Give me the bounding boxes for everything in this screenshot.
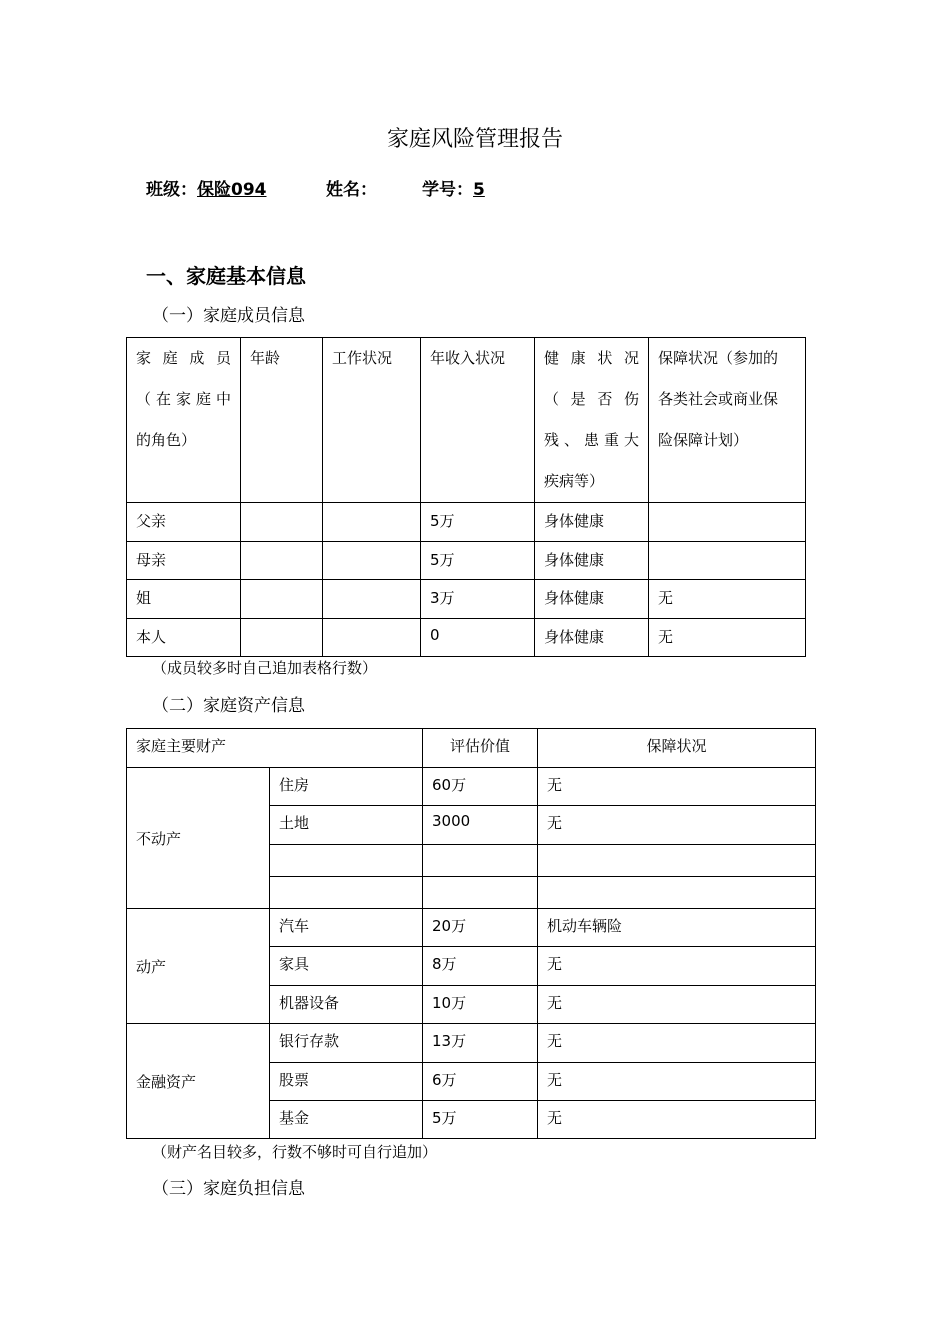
cell-asset-insurance: 无: [538, 1063, 816, 1101]
cell-asset-insurance: [538, 845, 816, 877]
cell-asset-insurance: 无: [538, 806, 816, 845]
section-heading-basic-info: 一、家庭基本信息: [146, 264, 306, 288]
cell-member: 父亲: [127, 503, 241, 542]
cell-asset-name: 家具: [270, 947, 423, 986]
header-health-line: 残、患重大: [544, 431, 639, 449]
table-row: [127, 1024, 816, 1063]
header-insurance-line: 各类社会或商业保: [658, 390, 779, 408]
cell-insurance: [649, 542, 806, 580]
cell-asset-name: [270, 877, 423, 909]
name-info: [326, 175, 422, 200]
header-health-line: 疾病等）: [544, 472, 605, 490]
header-insurance: [649, 338, 806, 503]
student-id-label: 学号：: [422, 180, 473, 200]
header-job-text: 工作状况: [332, 349, 393, 367]
cell-asset-name: 基金: [270, 1101, 423, 1139]
cell-health: 身体健康: [535, 503, 649, 542]
cell-asset-name: 银行存款: [270, 1024, 423, 1063]
cell-asset-value: 6万: [423, 1063, 538, 1101]
category-real-estate: 不动产: [127, 768, 270, 909]
cell-insurance: [649, 503, 806, 542]
asset-header-row: [127, 729, 816, 768]
cell-asset-value: [423, 845, 538, 877]
cell-age: [241, 503, 323, 542]
cell-asset-insurance: 无: [538, 947, 816, 986]
cell-asset-value: 8万: [423, 947, 538, 986]
header-member-line: 的角色）: [136, 431, 197, 449]
table-row: [127, 619, 806, 657]
family-member-header-row: [127, 338, 806, 503]
student-id-value: 5: [473, 180, 485, 200]
cell-member: 姐: [127, 580, 241, 619]
cell-income: 5万: [421, 503, 535, 542]
header-job: [323, 338, 421, 503]
table-row: [127, 909, 816, 947]
header-value: 评估价值: [423, 729, 538, 768]
cell-income: 5万: [421, 542, 535, 580]
note-add-members: （成员较多时自己追加表格行数）: [152, 659, 378, 677]
cell-asset-insurance: 无: [538, 1024, 816, 1063]
table-row: [127, 768, 816, 806]
cell-asset-name: 股票: [270, 1063, 423, 1101]
header-insurance-line: 险保障计划）: [658, 431, 749, 449]
name-label: 姓名：: [326, 180, 377, 200]
class-label: 班级：: [146, 180, 197, 200]
category-movable-property: 动产: [127, 909, 270, 1024]
cell-asset-value: 20万: [423, 909, 538, 947]
page-title: 家庭风险管理报告: [386, 127, 563, 152]
cell-insurance: 无: [649, 619, 806, 657]
table-row: [127, 580, 806, 619]
cell-asset-insurance: 机动车辆险: [538, 909, 816, 947]
cell-job: [323, 542, 421, 580]
header-insurance-line: 保障状况（参加的: [658, 349, 779, 367]
cell-asset-value: 3000: [423, 806, 538, 845]
cell-asset-value: 60万: [423, 768, 538, 806]
header-health: [535, 338, 649, 503]
cell-member: 本人: [127, 619, 241, 657]
cell-health: 身体健康: [535, 542, 649, 580]
header-age: [241, 338, 323, 503]
cell-asset-name: 土地: [270, 806, 423, 845]
sub-heading-family-burden: （三）家庭负担信息: [152, 1179, 305, 1199]
class-info: [146, 175, 326, 200]
header-age-text: 年龄: [250, 349, 281, 367]
cell-income: 0: [421, 619, 535, 657]
cell-member: 母亲: [127, 542, 241, 580]
cell-asset-value: 10万: [423, 986, 538, 1024]
header-member-line: 家庭成员: [136, 349, 231, 367]
cell-asset-insurance: 无: [538, 768, 816, 806]
cell-asset-value: 5万: [423, 1101, 538, 1139]
category-financial-assets: 金融资产: [127, 1024, 270, 1139]
cell-health: 身体健康: [535, 580, 649, 619]
header-health-line: （是否伤: [544, 390, 639, 408]
cell-age: [241, 619, 323, 657]
family-asset-table: [126, 728, 816, 1139]
header-income-text: 年收入状况: [430, 349, 506, 367]
class-value: 保险094: [197, 180, 267, 200]
cell-asset-name: 机器设备: [270, 986, 423, 1024]
family-member-table: [126, 337, 806, 657]
table-row: [127, 503, 806, 542]
header-member-line: （在家庭中: [136, 390, 231, 408]
cell-asset-name: 汽车: [270, 909, 423, 947]
cell-health: 身体健康: [535, 619, 649, 657]
cell-asset-name: [270, 845, 423, 877]
student-info-line: [146, 175, 485, 200]
header-asset-insurance: 保障状况: [538, 729, 816, 768]
cell-asset-insurance: 无: [538, 986, 816, 1024]
cell-age: [241, 580, 323, 619]
cell-asset-name: 住房: [270, 768, 423, 806]
cell-job: [323, 503, 421, 542]
header-health-line: 健康状况: [544, 349, 639, 367]
cell-asset-value: 13万: [423, 1024, 538, 1063]
header-asset: 家庭主要财产: [127, 729, 423, 768]
cell-asset-insurance: [538, 877, 816, 909]
cell-asset-value: [423, 877, 538, 909]
cell-insurance: 无: [649, 580, 806, 619]
sub-heading-family-assets: （二）家庭资产信息: [152, 696, 305, 716]
header-income: [421, 338, 535, 503]
cell-income: 3万: [421, 580, 535, 619]
cell-job: [323, 619, 421, 657]
cell-asset-insurance: 无: [538, 1101, 816, 1139]
student-id-info: [422, 175, 485, 200]
table-row: [127, 542, 806, 580]
header-member: [127, 338, 241, 503]
cell-age: [241, 542, 323, 580]
sub-heading-family-members: （一）家庭成员信息: [152, 306, 305, 326]
cell-job: [323, 580, 421, 619]
note-add-assets: （财产名目较多，行数不够时可自行追加）: [152, 1143, 438, 1161]
